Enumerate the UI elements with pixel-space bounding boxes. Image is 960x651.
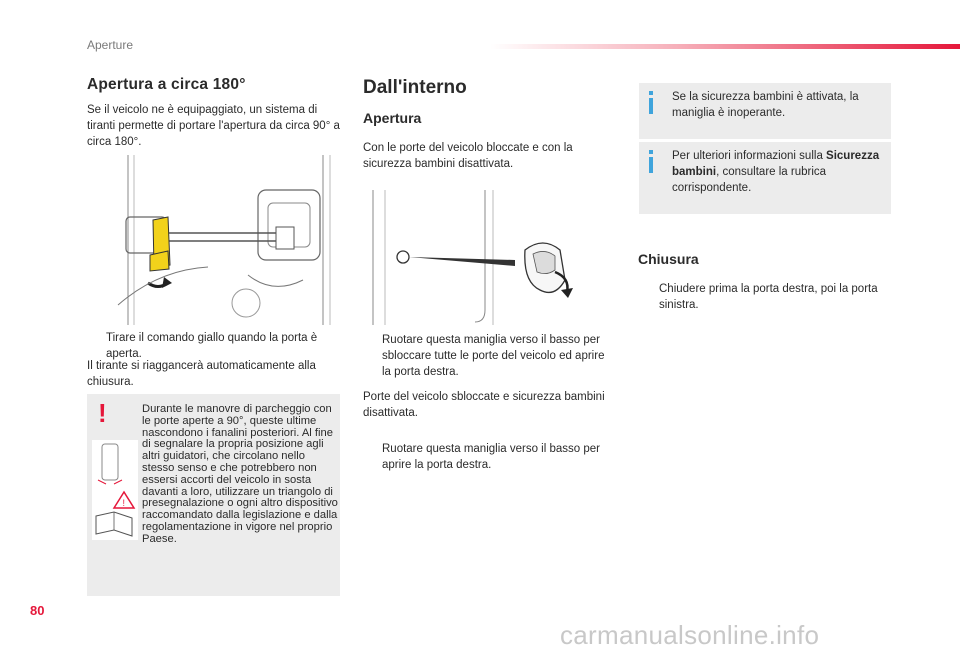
middle-title: Dall'interno <box>363 77 467 98</box>
warning-text: Durante le manovre di parcheggio con le porte aperte a 90°, queste ultime nascondono i fanalini posteriori. Al fine di segnalare la propria posizione agli altri guidatori, che circolano nello stesso senso e che potrebbero non essersi accorti del veicolo in sosta davanti a loro, utilizzare un triangolo di presegnalazione o ogni altro dispositivo raccomandato dalla legislazione e dalla regolamentazione in vigore nel proprio Paese. <box>142 403 338 545</box>
middle-bullet-1 <box>363 332 613 380</box>
middle-bullet-2-text: Ruotare questa maniglia verso il basso per aprire la porta destra. <box>382 443 600 471</box>
middle-intro: Con le porte del veicolo bloccate e con la sicurezza bambini disattivata. <box>363 142 573 170</box>
left-after-text: Il tirante si riaggancerà automaticamente alla chiusura. <box>87 360 316 388</box>
info-icon <box>647 91 655 117</box>
inner-handle-illustration <box>365 190 600 325</box>
info-box-more-info <box>639 142 891 214</box>
section-header: Aperture <box>87 38 134 52</box>
car-warning-triangle-icon <box>92 440 138 540</box>
right-subtitle: Chiusura <box>638 251 699 267</box>
header-accent-line <box>490 44 960 49</box>
middle-subtitle: Apertura <box>363 110 422 126</box>
page-number: 80 <box>30 603 45 618</box>
left-bullet-text: Tirare il comando giallo quando la porta è aperta. <box>106 332 318 360</box>
door-strap-illustration <box>98 155 333 325</box>
middle-bullet-2 <box>363 441 623 473</box>
watermark: carmanualsonline.info <box>560 620 820 650</box>
svg-text:!: ! <box>122 498 126 508</box>
middle-para: Porte del veicolo sbloccate e sicurezza bambini disattivata. <box>363 391 605 419</box>
right-bullet <box>640 281 895 313</box>
right-bullet-text: Chiudere prima la porta destra, poi la porta sinistra. <box>659 283 878 311</box>
info-text-2-bold: Sicurezza bambini <box>672 150 880 178</box>
info-text-2-post: , consultare la rubrica corrispondente. <box>672 166 827 194</box>
info-text-2 <box>672 148 884 196</box>
warning-exclamation-icon: ! <box>98 398 107 428</box>
info-text-1: Se la sicurezza bambini è attivata, la maniglia è inoperante. <box>672 91 859 119</box>
info-box-child-lock <box>639 83 891 139</box>
info-text-2-pre: Per ulteriori informazioni sulla <box>672 150 827 162</box>
left-intro: Se il veicolo ne è equipaggiato, un sistema di tiranti permette di portare l'apertura da circa 90° a circa 180°. <box>87 104 340 148</box>
middle-bullet-1-text: Ruotare questa maniglia verso il basso per sbloccare tutte le porte del veicolo ed aprire la porta destra. <box>382 334 605 378</box>
info-icon <box>647 150 655 176</box>
left-title: Apertura a circa 180° <box>87 76 246 93</box>
